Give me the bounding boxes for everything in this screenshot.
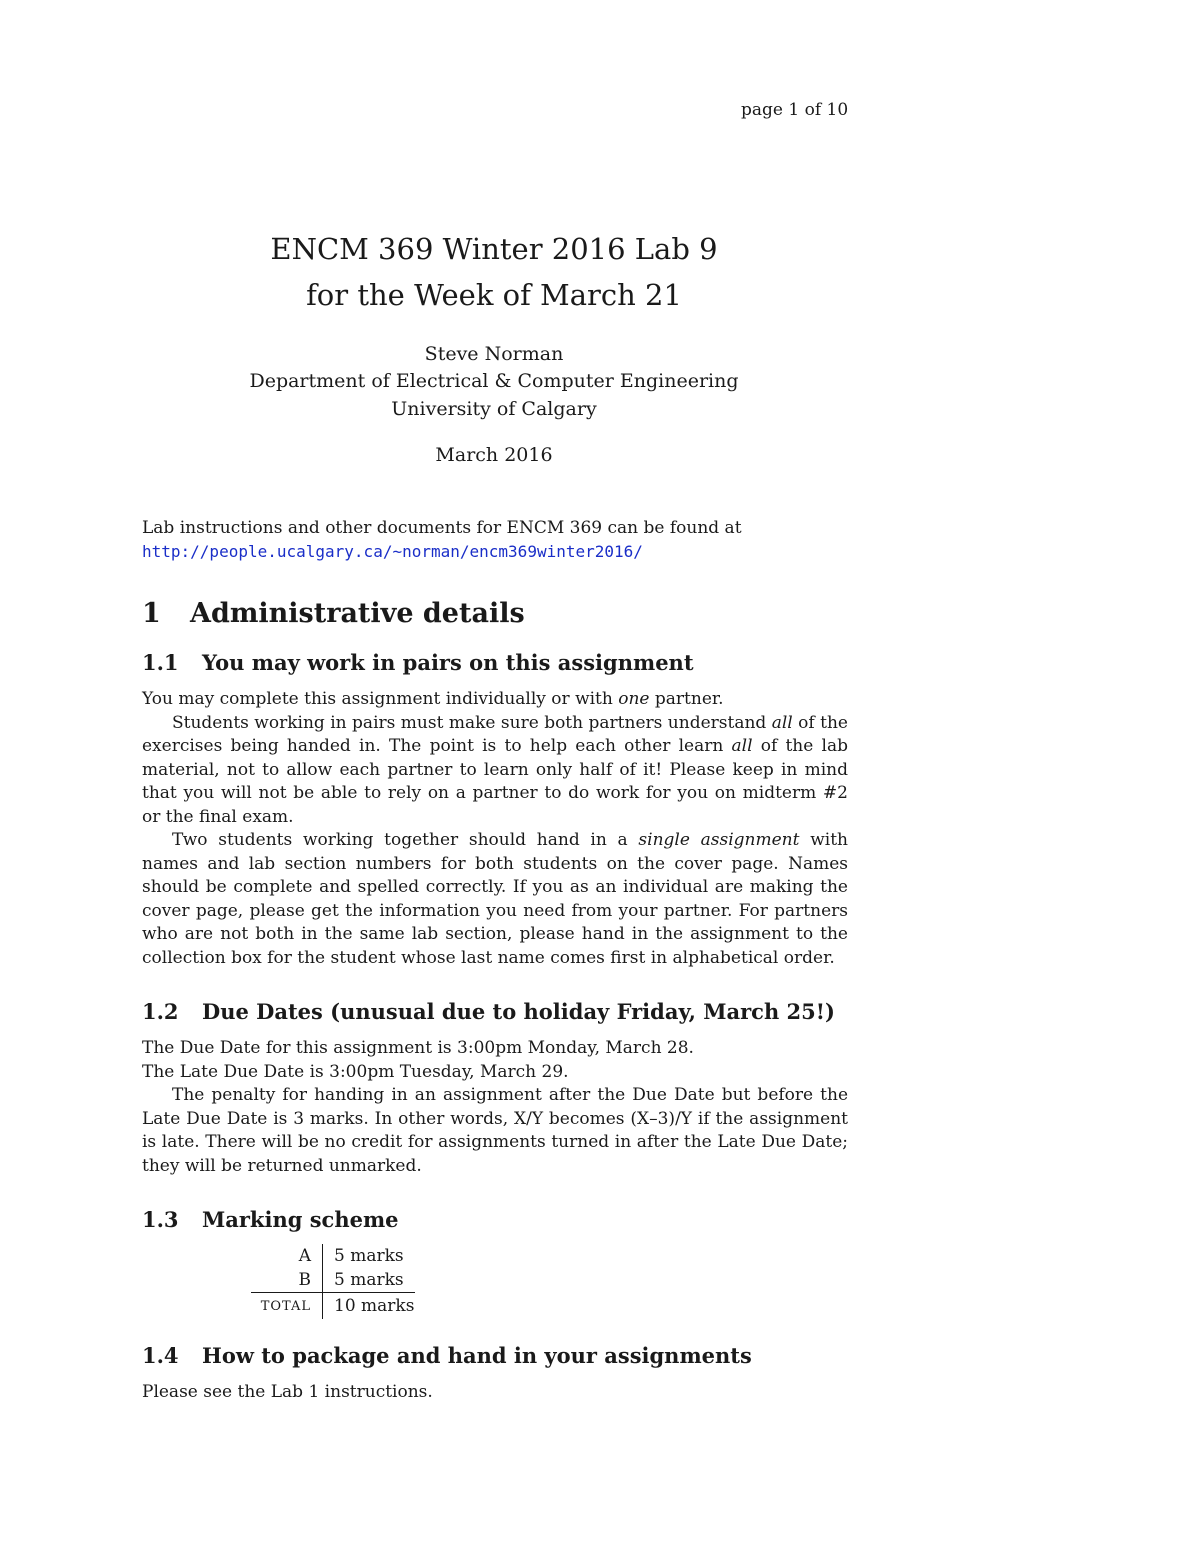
section-1-3-heading <box>142 1207 399 1232</box>
section-1-2-heading <box>142 999 835 1024</box>
total-label: TOTAL <box>251 1293 323 1320</box>
penalty-paragraph: The penalty for handing in an assignment after the Due Date but before the Late Due Date is 3 marks. In other words, X/Y becomes (X–3)/Y if the assignment is late. There will be no credit for assignments turned in after the Late Due Date; they will be returned unmarked. <box>142 1085 848 1176</box>
section-1-heading <box>142 598 525 629</box>
page-number: page 1 of 10 <box>741 100 849 120</box>
section-1-2-body <box>142 1037 848 1178</box>
section-title: Administrative details <box>190 598 525 629</box>
table-row <box>251 1268 415 1293</box>
table-row <box>251 1244 415 1268</box>
section-number: 1.3 <box>142 1207 179 1232</box>
section-1-4-body <box>142 1381 848 1405</box>
section-1-1-body <box>142 688 848 970</box>
title-line-1: ENCM 369 Winter 2016 Lab 9 <box>270 232 718 266</box>
section-title: You may work in pairs on this assignment <box>202 650 694 675</box>
late-due-date-line: The Late Due Date is 3:00pm Tuesday, March 29. <box>142 1061 569 1082</box>
section-title: How to package and hand in your assignments <box>202 1343 752 1368</box>
title-line-2: for the Week of March 21 <box>306 278 682 312</box>
marking-scheme-table <box>251 1244 415 1319</box>
marks-value: 5 marks <box>334 1246 404 1266</box>
paragraph: You may complete this assignment individually or with one partner. <box>142 689 724 709</box>
author-university: University of Calgary <box>391 398 597 420</box>
paragraph: Two students working together should hand in a single assignment with names and lab section numbers for both students on the cover page. Names should be complete and spelled correctly. If you as an individual are making the cover page, please get the information you need from your partner. For partners who are not both in the same lab section, please hand in the assignment to the collection box for the student whose last name comes first in alphabetical order. <box>142 830 848 968</box>
document-date: March 2016 <box>435 444 553 466</box>
due-date-line: The Due Date for this assignment is 3:00pm Monday, March 28. <box>142 1038 694 1058</box>
marks-value: 5 marks <box>334 1270 404 1290</box>
table-total-row <box>251 1293 415 1320</box>
section-1-1-heading <box>142 650 694 675</box>
intro-text: Lab instructions and other documents for ENCM 369 can be found at <box>142 518 742 538</box>
section-number: 1.1 <box>142 650 179 675</box>
exercise-label: B <box>251 1268 323 1293</box>
author-name: Steve Norman <box>424 343 564 365</box>
paragraph: Please see the Lab 1 instructions. <box>142 1382 433 1402</box>
course-url-link[interactable]: http://people.ucalgary.ca/~norman/encm369winter2016/ <box>142 542 643 561</box>
section-number: 1.4 <box>142 1343 179 1368</box>
section-number: 1 <box>142 598 161 629</box>
author-department: Department of Electrical & Computer Engineering <box>249 370 739 392</box>
section-1-4-heading <box>142 1343 752 1368</box>
exercise-label: A <box>251 1244 323 1268</box>
section-number: 1.2 <box>142 999 179 1024</box>
total-value: 10 marks <box>323 1293 416 1320</box>
section-title: Due Dates (unusual due to holiday Friday, March 25!) <box>202 999 835 1024</box>
paragraph: Students working in pairs must make sure both partners understand all of the exercises being handed in. The point is to help each other learn all of the lab material, not to allow each partner to learn only half of it! Please keep in mind that you will not be able to rely on a partner to do work for you on midterm #2 or the final exam. <box>142 712 848 827</box>
section-title: Marking scheme <box>202 1207 399 1232</box>
